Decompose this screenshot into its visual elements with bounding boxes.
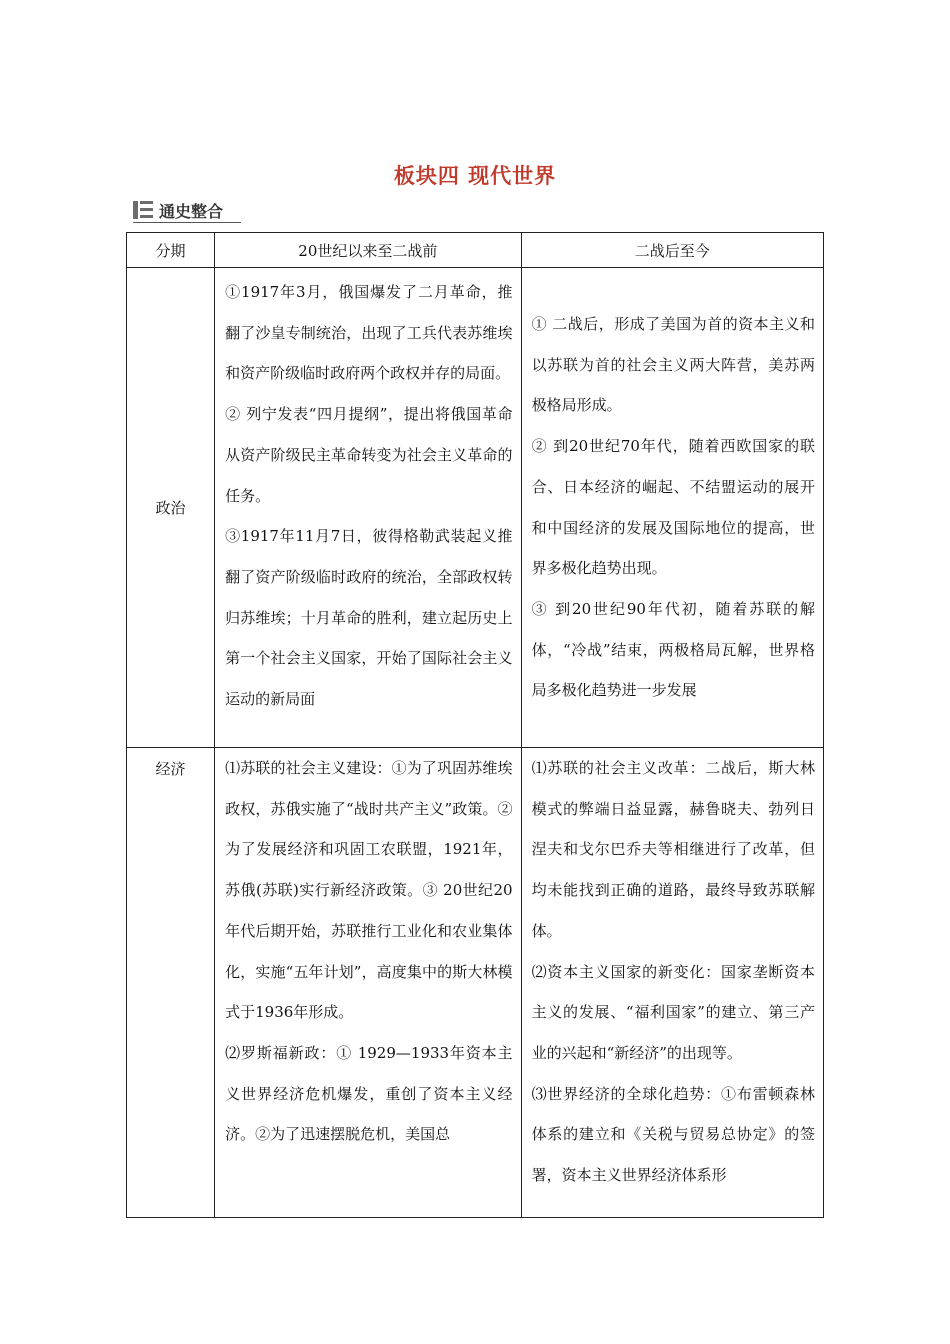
table-header-row (127, 233, 824, 268)
paragraph: ② 列宁发表“四月提纲”，提出将俄国革命从资产阶级民主革命转变为社会主义革命的任务。 (225, 405, 513, 505)
table-row (127, 268, 824, 748)
paragraph: ③ 到20世纪90年代初，随着苏联的解体，“冷战”结束，两极格局瓦解，世界格局多极化趋势进一步发展 (531, 599, 815, 700)
paragraph: ⑴苏联的社会主义改革：二战后，斯大林模式的弊端日益显露，赫鲁晓夫、勃列日涅夫和戈尔巴乔夫等相继进行了改革，但均未能找到正确的道路，最终导致苏联解体。 (531, 759, 815, 940)
period-cell: 政治 (127, 268, 215, 748)
header-before-ww2: 20世纪以来至二战前 (215, 233, 521, 268)
before-ww2-cell (215, 268, 521, 748)
paragraph: ⑵资本主义国家的新变化：国家垄断资本主义的发展、“福利国家”的建立、第三产业的兴起和“新经济”的出现等。 (531, 962, 815, 1062)
after-ww2-cell (521, 268, 823, 748)
section-label: 通史整合 (159, 201, 224, 221)
paragraph: ⑵罗斯福新政：① 1929—1933年资本主义世界经济危机爆发，重创了资本主义经济。②为了迅速摆脱危机，美国总 (225, 1043, 513, 1144)
history-table (126, 232, 824, 1218)
period-cell: 经济 (127, 748, 215, 1218)
header-period: 分期 (127, 233, 215, 268)
paragraph: ①1917年3月，俄国爆发了二月革命，推翻了沙皇专制统治，出现了工兵代表苏维埃和资产阶级临时政府两个政权并存的局面。 (225, 283, 513, 383)
paragraph: ⑶世界经济的全球化趋势：①布雷顿森林体系的建立和《关税与贸易总协定》的签署，资本主义世界经济体系形 (531, 1084, 815, 1185)
header-after-ww2: 二战后至今 (521, 233, 823, 268)
section-underline (133, 222, 241, 223)
section-heading-icon (133, 201, 153, 219)
table-row (127, 748, 824, 1218)
after-ww2-cell (521, 748, 823, 1218)
before-ww2-cell (215, 748, 521, 1218)
paragraph: ① 二战后，形成了美国为首的资本主义和以苏联为首的社会主义两大阵营，美苏两极格局形成。 (531, 314, 815, 415)
paragraph: ② 到20世纪70年代，随着西欧国家的联合、日本经济的崛起、不结盟运动的展开和中国经济的发展及国际地位的提高，世界多极化趋势出现。 (531, 437, 815, 578)
paragraph: ⑴苏联的社会主义建设：①为了巩固苏维埃政权，苏俄实施了“战时共产主义”政策。②为了发展经济和巩固工农联盟，1921年，苏俄(苏联)实行新经济政策。③ 20世纪20年代后期开始，苏联推行工业化和农业集体化，实施“五年计划”，高度集中的斯大林模式于1936年形成。 (225, 759, 513, 1022)
paragraph: ③1917年11月7日，彼得格勒武装起义推翻了资产阶级临时政府的统治，全部政权转归苏维埃；十月革命的胜利，建立起历史上第一个社会主义国家，开始了国际社会主义运动的新局面 (225, 527, 513, 709)
page-title: 板块四 现代世界 (393, 164, 557, 188)
section-heading (133, 198, 223, 222)
